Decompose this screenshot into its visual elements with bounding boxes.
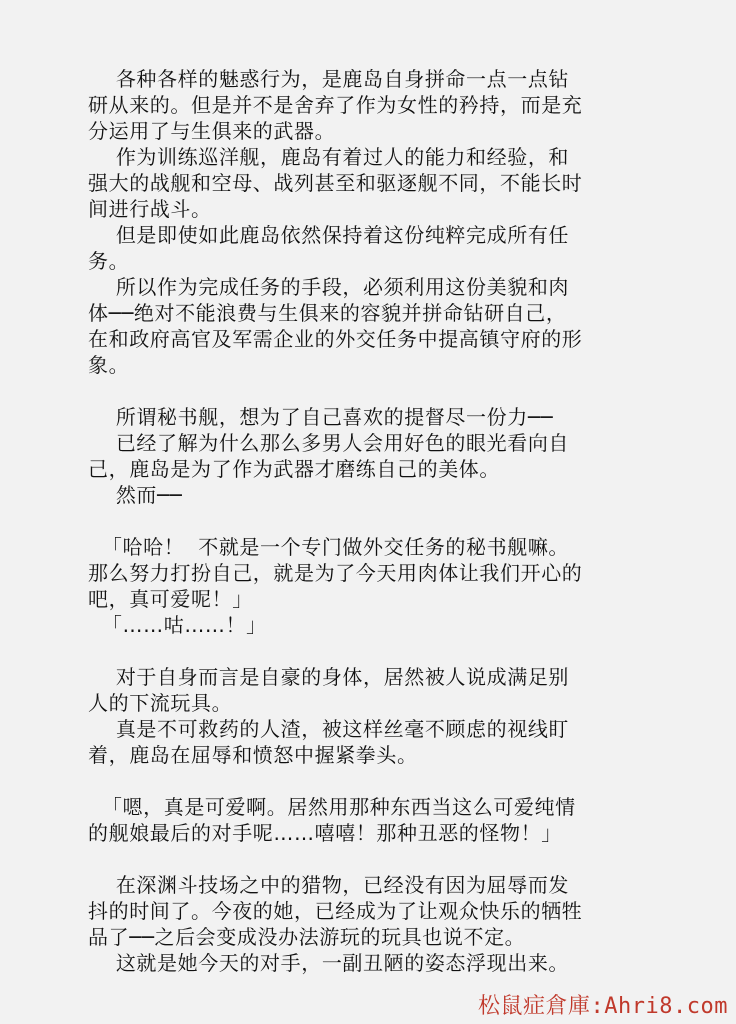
text-line: 品了──之后会变成没办法游玩的玩具也说不定。 xyxy=(88,925,526,949)
text-line: 那么努力打扮自己，就是为了今天用肉体让我们开心的 xyxy=(88,561,583,585)
paragraph-gap xyxy=(88,508,648,534)
text-line: 在深渊斗技场之中的猎物，已经没有因为屈辱而发 xyxy=(88,873,570,897)
text-line: 己，鹿岛是为了作为武器才磨练自己的美体。 xyxy=(88,457,500,481)
text-line: 各种各样的魅惑行为，是鹿岛自身拼命一点一点钻 xyxy=(88,67,570,91)
text-line: 但是即使如此鹿岛依然保持着这份纯粹完成所有任 xyxy=(88,223,570,247)
text-line: 所谓秘书舰，想为了自己喜欢的提督尽一份力── xyxy=(88,405,554,429)
text-line: 真是不可救药的人渣，被这样丝毫不顾虑的视线盯 xyxy=(88,717,570,741)
text-line: 所以作为完成任务的手段，必须利用这份美貌和肉 xyxy=(88,275,570,299)
text-line: 象。 xyxy=(88,353,130,377)
text-line: 对于自身而言是自豪的身体，居然被人说成满足别 xyxy=(88,665,570,689)
site-watermark: 松鼠症倉庫:Ahri8.com xyxy=(478,994,728,1019)
paragraph-gap xyxy=(88,846,648,872)
text-line: 然而── xyxy=(88,483,183,507)
paragraph-gap xyxy=(88,638,648,664)
text-line: 体──绝对不能浪费与生俱来的容貌并拼命钻研自己， xyxy=(88,301,567,325)
text-line: 间进行战斗。 xyxy=(88,197,212,221)
text-line: 的舰娘最后的对手呢……嘻嘻！那种丑恶的怪物！」 xyxy=(88,821,562,845)
paragraph-gap xyxy=(88,768,648,794)
text-line: 着，鹿岛在屈辱和愤怒中握紧拳头。 xyxy=(88,743,418,767)
text-line: 已经了解为什么那么多男人会用好色的眼光看向自 xyxy=(88,431,570,455)
text-line: 抖的时间了。今夜的她，已经成为了让观众快乐的牺牲 xyxy=(88,899,583,923)
paragraph-gap xyxy=(88,378,648,404)
text-line: 务。 xyxy=(88,249,130,273)
text-line: 分运用了与生俱来的武器。 xyxy=(88,119,336,143)
text-line: 「……咕……！」 xyxy=(88,613,267,637)
text-line: 强大的战舰和空母、战列甚至和驱逐舰不同，不能长时 xyxy=(88,171,583,195)
text-line: 在和政府高官及军需企业的外交任务中提高镇守府的形 xyxy=(88,327,583,351)
body-text xyxy=(88,66,648,976)
text-line: 吧，真可爱呢！」 xyxy=(88,587,253,611)
text-line: 研从来的。但是并不是舍弃了作为女性的矜持，而是充 xyxy=(88,93,583,117)
text-line: 这就是她今天的对手，一副丑陋的姿态浮现出来。 xyxy=(88,951,570,975)
text-line: 「哈哈！ 不就是一个专门做外交任务的秘书舰嘛。 xyxy=(88,535,570,559)
text-line: 人的下流玩具。 xyxy=(88,691,233,715)
text-line: 「嗯，真是可爱啊。居然用那种东西当这么可爱纯情 xyxy=(88,795,576,819)
text-line: 作为训练巡洋舰，鹿岛有着过人的能力和经验，和 xyxy=(88,145,570,169)
